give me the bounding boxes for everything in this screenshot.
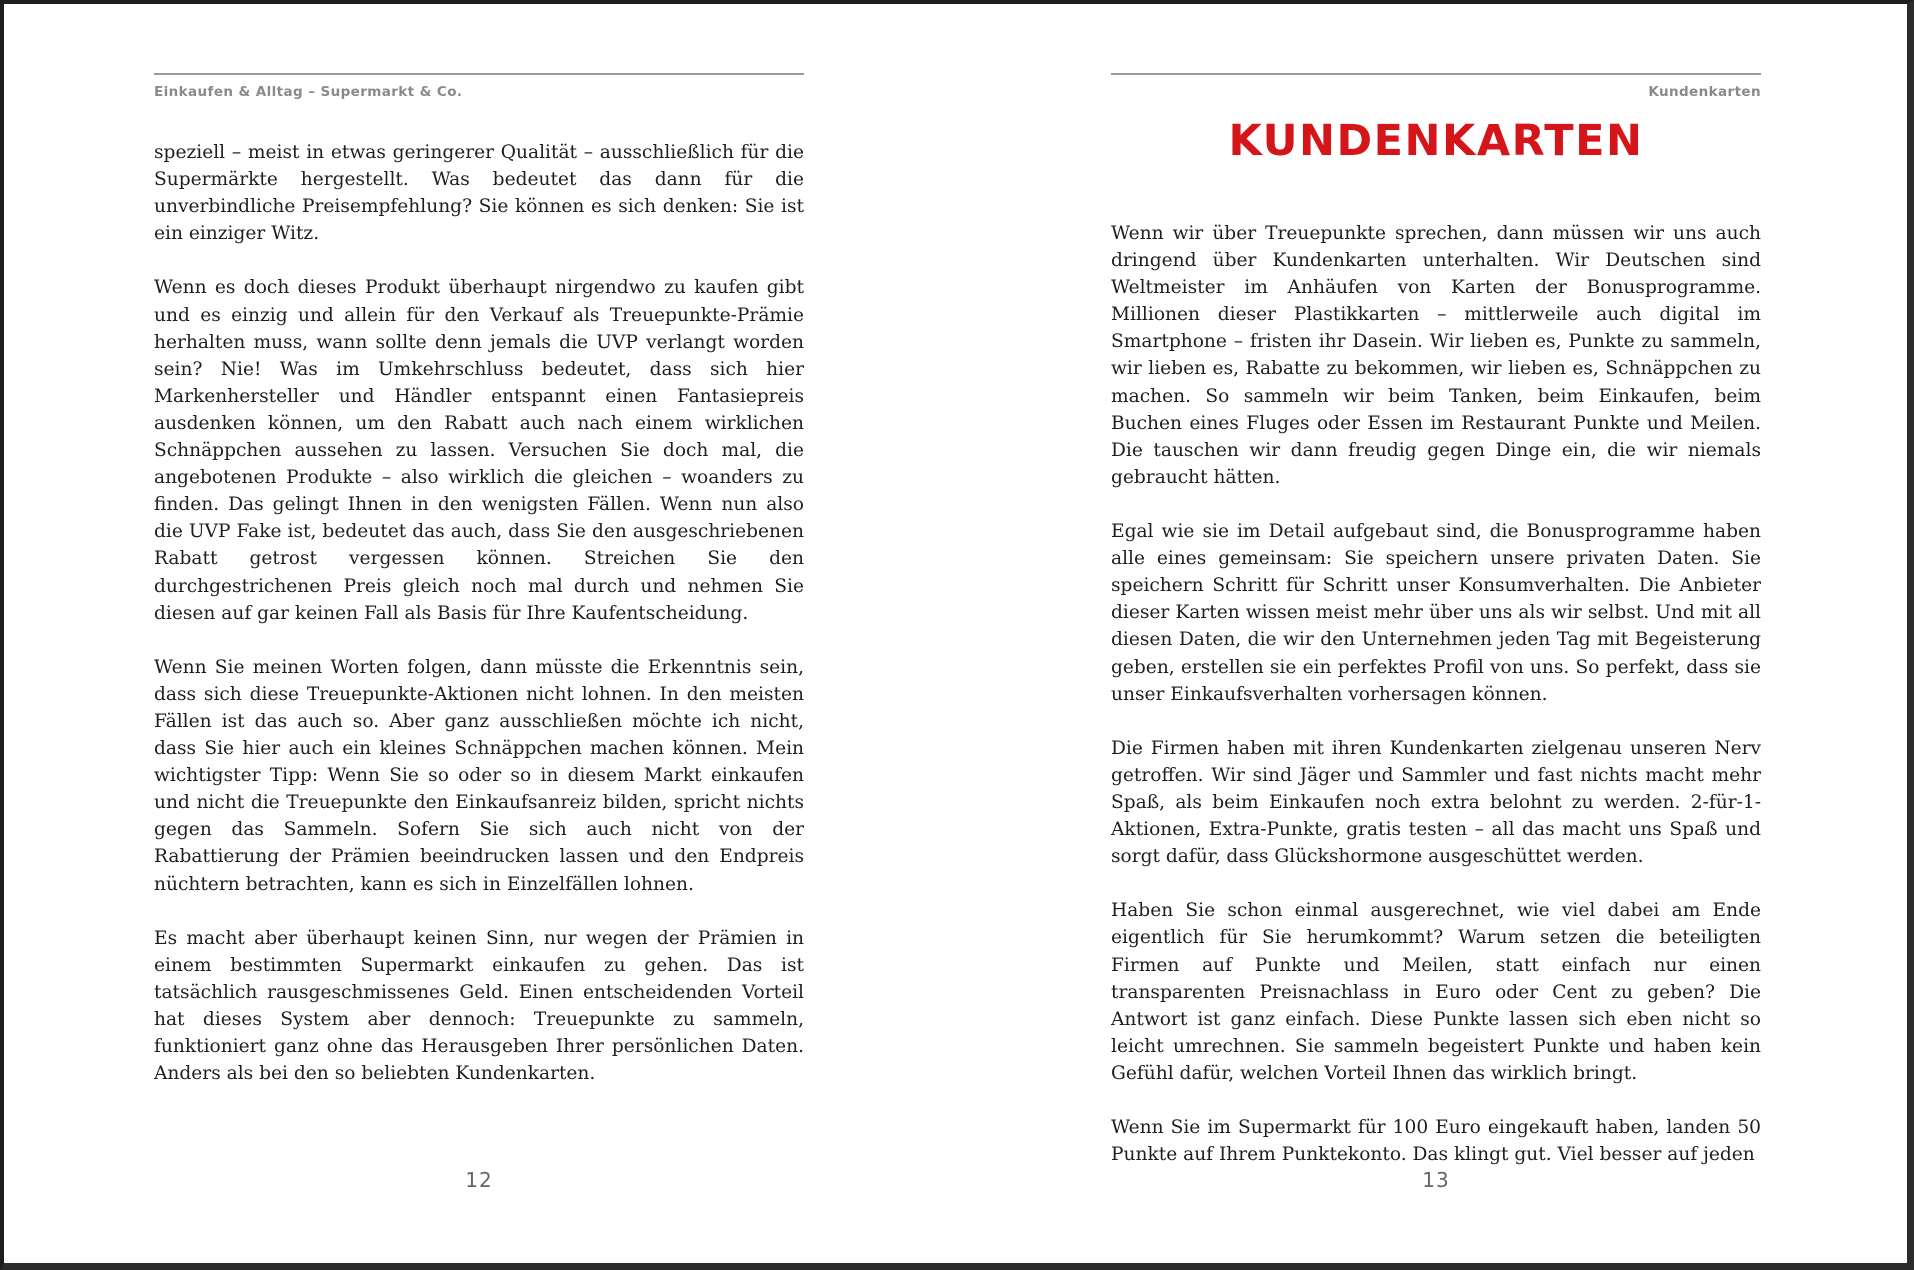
right-page	[1111, 4, 1761, 1264]
paragraph: Wenn Sie meinen Worten folgen, dann müsste die Erkenntnis sein, dass sich diese Treuepunkte-Aktionen nicht lohnen. In den meisten Fällen ist das auch so. Aber ganz ausschließen möchte ich nicht, dass Sie hier auch ein kleines Schnäppchen machen können. Mein wichtigster Tipp: Wenn Sie so oder so in diesem Markt einkaufen und nicht die Treuepunkte den Einkaufsanreiz bilden, spricht nichts gegen das Sammeln. Sofern Sie sich auch nicht von der Rabattierung der Prämien beeindrucken lassen und den Endpreis nüchtern betrachten, kann es sich in Einzelfällen lohnen.	[154, 656, 804, 895]
running-head: Einkaufen & Alltag – Supermarkt & Co.	[154, 73, 804, 100]
page-number: 13	[1422, 1168, 1450, 1192]
paragraph: Wenn Sie im Supermarkt für 100 Euro eingekauft haben, landen 50 Punkte auf Ihrem Punktekonto. Das klingt gut. Viel besser auf jeden	[1111, 1117, 1761, 1166]
left-page	[154, 4, 804, 1264]
paragraph: Die Firmen haben mit ihren Kundenkarten zielgenau unseren Nerv getroffen. Wir sind Jäger und Sammler und fast nichts macht mehr Spaß, als beim Einkaufen noch extra belohnt zu werden. 2-für-1-Aktionen, Extra-Punkte, gratis testen – all das macht uns Spaß und sorgt dafür, dass Glückshormone ausgeschüttet werden.	[1111, 737, 1761, 868]
paragraph: Wenn es doch dieses Produkt überhaupt nirgendwo zu kaufen gibt und es einzig und allein für den Verkauf als Treuepunkte-Prämie herhalten muss, wann sollte denn jemals die UVP verlangt worden sein? Nie! Was im Umkehrschluss bedeutet, dass sich hier Markenhersteller und Händler entspannt einen Fantasiepreis ausdenken können, um den Rabatt auch nach einem wirklichen Schnäppchen aussehen zu lassen. Versuchen Sie doch mal, die angebotenen Produkte – also wirklich die gleichen – woanders zu finden. Das gelingt Ihnen in den wenigsten Fällen. Wenn nun also die UVP Fake ist, bedeutet das auch, dass Sie den ausgeschriebenen Rabatt getrost vergessen können. Streichen Sie den durchgestrichenen Preis gleich noch mal durch und nehmen Sie diesen auf gar keinen Fall als Basis für Ihre Kaufentscheidung.	[154, 277, 804, 624]
paragraph: Wenn wir über Treuepunkte sprechen, dann müssen wir uns auch dringend über Kundenkarten unterhalten. Wir Deutschen sind Weltmeister im Anhäufen von Karten der Bonusprogramme. Millionen dieser Plastikkarten – mittlerweile auch digital im Smartphone – fristen ihr Dasein. Wir lieben es, Punkte zu sammeln, wir lieben es, Rabatte zu bekommen, wir lieben es, Schnäppchen zu machen. So sammeln wir beim Tanken, beim Einkaufen, beim Buchen eines Fluges oder Essen im Restaurant Punkte und Meilen. Die tauschen wir dann freudig gegen Dinge ein, die wir niemals gebraucht hätten.	[1111, 223, 1761, 488]
body-text	[154, 139, 804, 1114]
paragraph: speziell – meist in etwas geringerer Qualität – ausschließlich für die Supermärkte hergestellt. Was bedeutet das dann für die unverbindliche Preisempfehlung? Sie können es sich denken: Sie ist ein einziger Witz.	[154, 142, 804, 245]
page-number: 12	[465, 1168, 493, 1192]
paragraph: Egal wie sie im Detail aufgebaut sind, die Bonusprogramme haben alle eines gemeinsam: Sie speichern unsere privaten Daten. Sie speichern Schritt für Schritt unser Konsumverhalten. Die Anbieter dieser Karten wissen meist mehr über uns als wir selbst. Und mit all diesen Daten, die wir den Unternehmen jeden Tag mit Begeisterung geben, erstellen sie ein perfektes Profil von uns. So perfekt, dass sie unser Einkaufsverhalten vorhersagen können.	[1111, 521, 1761, 705]
chapter-title: KUNDENKARTEN	[1228, 116, 1644, 166]
running-head: Kundenkarten	[1111, 73, 1761, 100]
paragraph: Es macht aber überhaupt keinen Sinn, nur wegen der Prämien in einem bestimmten Supermarkt einkaufen zu gehen. Das ist tatsächlich rausgeschmissenes Geld. Einen entscheidenden Vorteil hat dieses System aber dennoch: Treuepunkte zu sammeln, funktioniert ganz ohne das Herausgeben Ihrer persönlichen Daten. Anders als bei den so beliebten Kundenkarten.	[154, 927, 804, 1085]
paragraph: Haben Sie schon einmal ausgerechnet, wie viel dabei am Ende eigentlich für Sie herumkommt? Warum setzen die beteiligten Firmen auf Punkte und Meilen, statt einfach nur einen transparenten Preisnachlass in Euro oder Cent zu geben? Die Antwort ist ganz einfach. Diese Punkte lassen sich eben nicht so leicht umrechnen. Sie sammeln begeistert Punkte und haben kein Gefühl dafür, welchen Vorteil Ihnen das wirklich bringt.	[1111, 900, 1761, 1084]
body-text	[1111, 220, 1761, 1195]
